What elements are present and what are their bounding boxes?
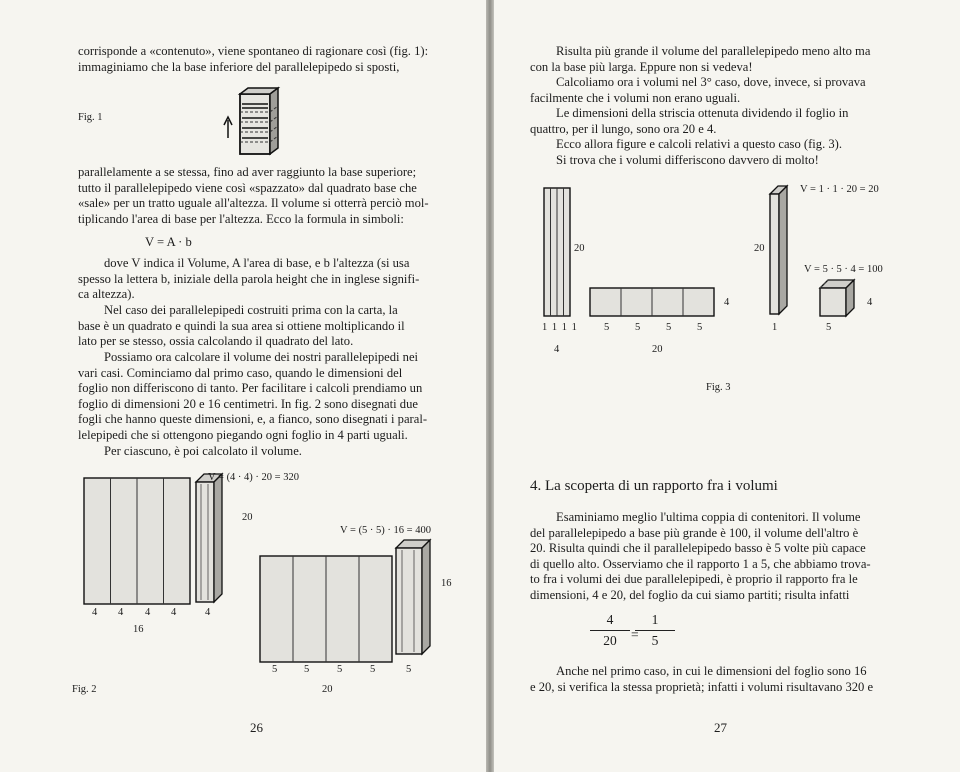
text-line: immaginiamo che la base inferiore del parallelepipedo si sposti,	[78, 59, 400, 74]
text-line: 20. Risulta quindi che il parallelepipedo basso è 5 volte più capace	[530, 541, 866, 556]
text-line: e 20, si verifica la stessa proprietà; infatti i volumi risultavano 320 e	[530, 679, 874, 694]
fraction-denominator: 5	[651, 633, 659, 648]
fraction-denominator: 20	[603, 633, 617, 648]
page-number-right: 27	[714, 720, 727, 735]
fig2-strip-label: 4	[118, 607, 124, 618]
text-line: lelepipedi che si ottengono piegando ogni foglio in 4 parti uguali.	[78, 427, 408, 442]
paragraph-r2	[530, 75, 908, 106]
fraction-right	[635, 612, 675, 649]
text-line: tutto il parallelepipedo viene così «spazzato» dal quadrato base che	[78, 180, 417, 195]
text-line: vari casi. Cominciamo dal primo caso, quando le dimensioni del	[78, 365, 403, 380]
fig3-height-prism-tall: 20	[754, 243, 765, 254]
page-right	[494, 0, 960, 772]
text-line: lato per se stesso, ossia calcolando il quadrato del lato.	[78, 334, 354, 349]
paragraph-r1	[530, 44, 908, 75]
fig2-strip-label: 5	[272, 664, 278, 675]
fig2-side-wide: 5	[406, 664, 412, 675]
text-line: Le dimensioni della striscia ottenuta dividendo il foglio in	[556, 106, 849, 120]
paragraph-3	[78, 303, 456, 350]
paragraph-5	[78, 444, 456, 460]
fig3-side-short: 5	[826, 322, 832, 333]
fig1-caption: Fig. 1	[78, 112, 103, 123]
paragraph-r7	[530, 664, 908, 695]
text-line: dove V indica il Volume, A l'area di base, e b l'altezza (si usa	[104, 256, 410, 270]
fig2-caption: Fig. 2	[72, 684, 97, 695]
fig2-strip-label: 5	[337, 664, 343, 675]
fraction-bar	[635, 630, 675, 631]
fig3-formula-tall: V = 1 · 1 · 20 = 20	[800, 184, 879, 195]
text-line: Calcoliamo ora i volumi nel 3° caso, dove, invece, si provava	[556, 75, 866, 89]
text-line: quattro, per il lungo, sono ora 20 e 4.	[530, 121, 717, 136]
text-line: «sale» per un tratto uguale all'altezza. Il volume si otterrà perciò mol-	[78, 196, 429, 211]
fig2-height-tall: 20	[242, 512, 253, 523]
text-line: foglio di dimensioni 20 e 16 centimetri. In fig. 2 sono disegnati due	[78, 396, 418, 411]
book-gutter	[486, 0, 494, 772]
text-line: base è un quadrato e quindi la sua area si ottiene moltiplicando il	[78, 318, 405, 333]
text-line: spesso la lettera b, iniziale della parola height che in inglese signifi-	[78, 271, 420, 286]
text-line: fogli che hanno queste dimensioni, e, a fianco, sono disegnati i paral-	[78, 412, 428, 427]
text-line: Ecco allora figure e calcoli relativi a questo caso (fig. 3).	[556, 137, 843, 151]
fig3-strip-label: 5	[697, 322, 703, 333]
text-line: di quello alto. Osserviamo che il rapporto 1 a 5, che abbiamo trova-	[530, 556, 871, 571]
fraction-bar	[590, 630, 630, 631]
fig3-illustration	[538, 176, 918, 346]
fig2-height-wide: 16	[441, 578, 452, 589]
paragraph-4	[78, 350, 456, 444]
fig2-width-tall: 16	[133, 624, 144, 635]
paragraph-r3	[530, 106, 908, 137]
fraction-numerator: 4	[606, 612, 614, 627]
fig2-strip-label: 4	[92, 607, 98, 618]
text-line: con la base più larga. Eppure non si vedeva!	[530, 59, 753, 74]
fig3-caption: Fig. 3	[706, 382, 731, 393]
fig3-strip-label: 5	[635, 322, 641, 333]
fig2-strip-label: 5	[304, 664, 310, 675]
text-line: facilmente che i volumi non erano uguali.	[530, 90, 741, 105]
fraction-numerator: 1	[651, 612, 659, 627]
paragraph-r6	[530, 510, 908, 604]
paragraph-2	[78, 256, 456, 303]
text-line: ca altezza).	[78, 287, 135, 302]
text-line: corrisponde a «contenuto», viene spontaneo di ragionare così (fig. 1):	[78, 44, 429, 58]
fig2-width-wide: 20	[322, 684, 333, 695]
fig3-height-sheet-wide: 4	[724, 297, 730, 308]
fig3-strip-label: 5	[604, 322, 610, 333]
text-line: Risulta più grande il volume del parallelepipedo meno alto ma	[556, 44, 871, 58]
fig3-strip-label: 5	[666, 322, 672, 333]
text-line: del parallelepipedo a base più grande è 100, il volume dell'altro è	[530, 525, 859, 540]
fraction-equals: =	[631, 627, 639, 642]
text-line: Anche nel primo caso, in cui le dimensioni del foglio sono 16	[556, 664, 867, 678]
text-line: Esaminiamo meglio l'ultima coppia di contenitori. Il volume	[556, 510, 861, 524]
fig3-height-prism-short: 4	[867, 297, 873, 308]
volume-formula: V = A · b	[145, 235, 192, 249]
paragraph-r5	[530, 153, 908, 169]
fig3-strip-tall: 1 1 1 1	[542, 322, 578, 333]
text-line: tiplicando l'area di base per l'altezza. Ecco la formula in simboli:	[78, 211, 404, 226]
fig2-formula-tall: V = (4 · 4) · 20 = 320	[208, 472, 299, 483]
fig3-formula-short: V = 5 · 5 · 4 = 100	[804, 264, 883, 275]
fig2-strip-label: 5	[370, 664, 376, 675]
fig3-width-tall: 4	[554, 344, 560, 355]
paragraph-1	[78, 165, 456, 227]
fig3-width-wide: 20	[652, 344, 663, 355]
fig3-height-sheet-tall: 20	[574, 243, 585, 254]
section-title: 4. La scoperta di un rapporto fra i volumi	[530, 478, 778, 494]
text-line: to fra i volumi dei due parallelepipedi, è proprio il rapporto fra le	[530, 572, 858, 587]
fig2-strip-label: 4	[145, 607, 151, 618]
fig1-prism-illustration	[218, 84, 298, 160]
page-number-left: 26	[250, 720, 263, 735]
text-line: Si trova che i volumi differiscono davvero di molto!	[556, 153, 819, 167]
text-line: parallelamente a se stessa, fino ad aver raggiunto la base superiore;	[78, 165, 417, 179]
fig2-illustration	[80, 464, 460, 674]
fig2-formula-wide: V = (5 · 5) · 16 = 400	[340, 525, 431, 536]
fraction-left	[590, 612, 630, 649]
text-line: foglio non differiscono di tanto. Per facilitare i calcoli prendiamo un	[78, 381, 423, 396]
text-line: Possiamo ora calcolare il volume dei nostri parallelepipedi nei	[104, 350, 419, 364]
fig2-strip-label: 4	[171, 607, 177, 618]
fig2-side-tall: 4	[205, 607, 211, 618]
fig3-side-tall: 1	[772, 322, 778, 333]
text-line: dimensioni, 4 e 20, del foglio da cui siamo partiti; risulta infatti	[530, 587, 850, 602]
text-line: Per ciascuno, è poi calcolato il volume.	[104, 444, 302, 458]
paragraph-r4	[530, 137, 908, 153]
text-line: Nel caso dei parallelepipedi costruiti prima con la carta, la	[104, 303, 398, 317]
top-text	[78, 44, 456, 75]
